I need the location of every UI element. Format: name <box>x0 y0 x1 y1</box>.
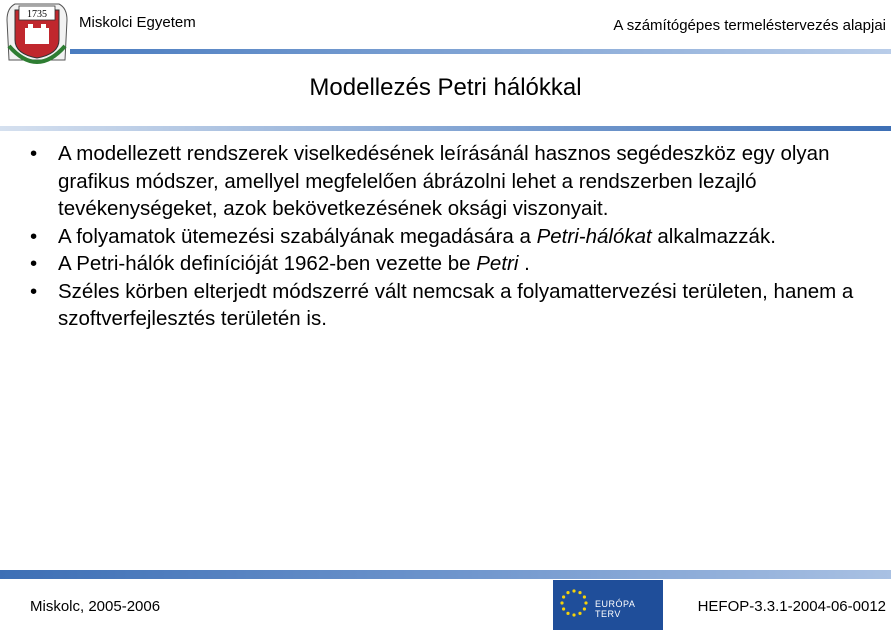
bullet-icon: • <box>30 142 38 165</box>
bullet-item <box>30 250 870 278</box>
svg-text:1735: 1735 <box>27 9 47 20</box>
slide-title: Modellezés Petri hálókkal <box>309 74 582 101</box>
eu-stars-icon <box>553 580 595 630</box>
university-logo <box>3 0 71 66</box>
eu-logo <box>553 580 663 630</box>
title-divider <box>0 126 891 131</box>
bullet-text: Széles körben elterjedt módszerré vált nemcsak a folyamattervezési területen, hanem a szoftverfejlesztés területén is. <box>58 279 854 330</box>
header-course: A számítógépes termeléstervezés alapjai <box>613 17 886 34</box>
bullet-emphasis: Petri <box>476 252 519 275</box>
footer-project-code: HEFOP-3.3.1-2004-06-0012 <box>697 598 886 615</box>
bullet-icon: • <box>30 252 38 275</box>
header-university: Miskolci Egyetem <box>79 14 196 31</box>
bullet-text: A Petri-hálók definícióját 1962-ben vezette be <box>58 252 477 275</box>
bullet-text-after: . <box>518 252 530 275</box>
footer-place-date: Miskolc, 2005-2006 <box>30 598 161 615</box>
bullet-icon: • <box>30 279 38 303</box>
bullet-item <box>30 278 870 333</box>
bullet-text-after: alkalmazzák. <box>651 224 776 248</box>
bullet-list <box>30 140 870 333</box>
bullet-item <box>30 223 870 251</box>
bullet-emphasis: Petri-hálókat <box>536 224 652 248</box>
bullet-item <box>30 140 870 223</box>
footer-divider <box>0 570 891 579</box>
header-divider <box>70 49 891 54</box>
bullet-icon: • <box>30 224 38 248</box>
bullet-text: A modellezett rendszerek viselkedésének leírásánál hasznos segédeszköz egy olyan grafikus módszer, amellyel megfelelően ábrázolni lehet a rendszerben lezajló tevékenységeket, azok bekövetkezésének oksági viszonyait. <box>58 142 830 220</box>
bullet-text: A folyamatok ütemezési szabályának megadására a <box>58 224 537 248</box>
eu-label: EURÓPA TERV <box>595 599 635 619</box>
